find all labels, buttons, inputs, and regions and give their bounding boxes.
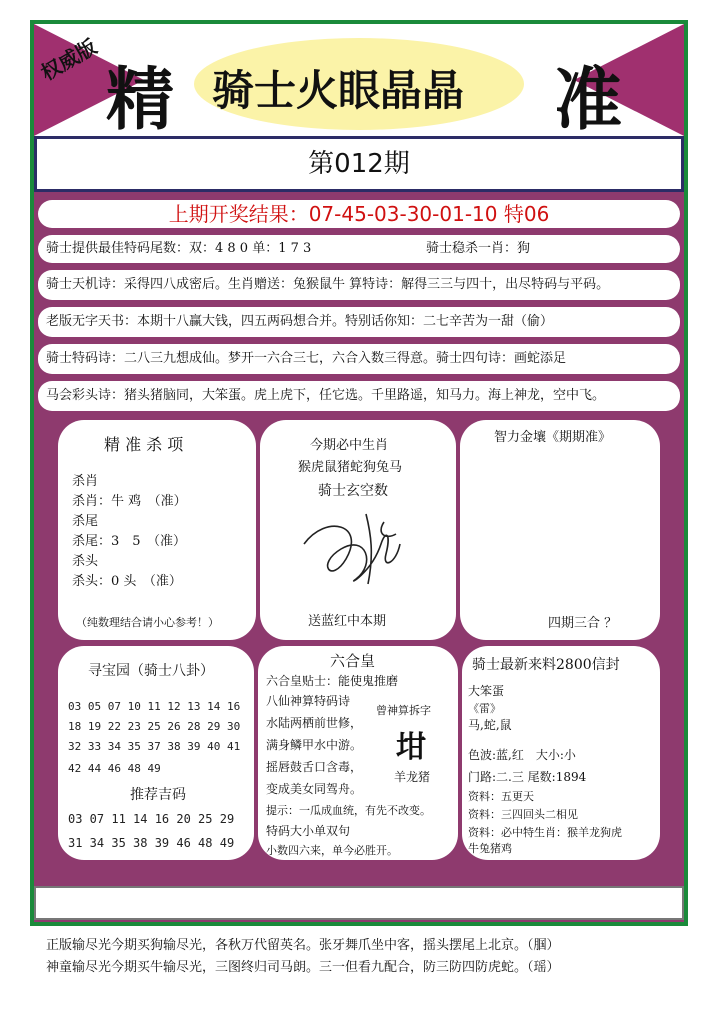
news-line-6: 门路:二.三 尾数:1894: [468, 770, 587, 784]
kill-line-2: 杀肖：牛 鸡 （准）: [72, 494, 187, 509]
liuhe-small: 小数四六来，单今必胜开。: [266, 844, 398, 857]
kill-note: （纯数理结合请小心参考！）: [76, 616, 219, 629]
news-line-1: 大笨蛋: [468, 684, 505, 698]
liuhe-tip: 提示：一瓜成血统，有先不改变。: [266, 804, 431, 817]
must-panel: [260, 420, 456, 640]
liuhe-poem-4: 满身鳞甲水中游。: [266, 738, 363, 752]
word-answer: 羊龙猪: [394, 770, 431, 784]
last-result: 上期开奖结果：07-45-03-30-01-10 特06: [38, 200, 680, 228]
treasure-title: 寻宝园（骑士八卦）: [88, 663, 214, 679]
row-special-poem: 骑士特码诗：二八三九想成仙。梦开一六合三七，六合入数三得意。骑士四句诗：画蛇添足: [38, 344, 680, 374]
kill-line-3: 杀尾: [72, 514, 99, 529]
split-word: 坩: [396, 730, 426, 765]
must-line-1: 今期必中生肖: [310, 438, 389, 453]
news-panel: [462, 646, 660, 860]
bottom-line-1: 正版输尽光今期买狗输尽光，各秋万代留英名。张牙舞爪坐中客，摇头摆尾上北京。（腘）: [46, 938, 560, 953]
liuhe-panel: [258, 646, 458, 860]
liuhe-poem-3: 水陆两栖前世修，: [266, 716, 363, 730]
treasure-numbers-4: 42 44 46 48 49: [68, 762, 161, 775]
tail-tip-text: 骑士提供最佳特码尾数：双：4 8 0 单：1 7 3: [46, 241, 312, 256]
news-line-10: 牛兔猪鸡: [468, 842, 512, 855]
kill-panel-title: 精 准 杀 项: [104, 435, 184, 454]
news-title: 骑士最新来料2800信封: [472, 657, 620, 673]
news-line-9: 资料：必中特生肖：猴羊龙狗虎: [468, 826, 622, 839]
issue-number: 第012期: [34, 136, 684, 192]
poster-title: 骑士火眼晶晶: [212, 66, 465, 115]
kill-one-text: 骑士稳杀一肖：狗: [426, 241, 531, 256]
news-line-8: 资料：三四回头二相见: [468, 808, 578, 821]
row-wordless: 老版无字天书：本期十八赢大钱，四五两码想合并。特别话你知：二七辛苦为一甜（偷）: [38, 307, 680, 337]
row-sky-poem: 骑士天机诗：采得四八成密后。生肖赠送：兔猴鼠牛 算特诗：解得三三与四十，出尽特码与平码。: [38, 270, 680, 300]
footer-box: [34, 886, 684, 920]
news-line-2: 《雷》: [468, 702, 501, 715]
liuhe-odd-even: 特码大小单双句: [266, 824, 351, 838]
gold-title: 智力金壤《期期准》: [494, 430, 612, 445]
treasure-numbers-2: 18 19 22 23 25 26 28 29 30: [68, 720, 241, 733]
signature-scribble: [296, 504, 406, 594]
row-tail-tip: [38, 235, 680, 263]
must-footer: 送蓝红中本期: [308, 614, 387, 629]
kill-line-4: 杀尾：3 5 （准）: [72, 534, 187, 549]
kill-panel: [58, 420, 256, 640]
recommend-title: 推荐吉码: [130, 787, 186, 803]
gold-footer: 四期三合 ？: [548, 616, 618, 631]
recommend-numbers-1: 03 07 11 14 16 20 25 29: [68, 812, 235, 826]
liuhe-poem-6: 变成美女同驾舟。: [266, 782, 363, 796]
liuhe-poem-5: 摇唇鼓舌口含毒，: [266, 760, 363, 774]
header-right-char: 准: [554, 60, 623, 136]
treasure-numbers-1: 03 05 07 10 11 12 13 14 16: [68, 700, 241, 713]
gold-panel: [460, 420, 660, 640]
kill-line-1: 杀肖: [72, 474, 99, 489]
header-left-char: 精: [106, 60, 175, 136]
kill-line-5: 杀头: [72, 554, 99, 569]
must-line-3: 骑士玄空数: [318, 483, 388, 499]
word-label: 曾神算拆字: [376, 704, 431, 717]
news-line-3: 马,蛇,鼠: [468, 718, 512, 732]
bottom-line-2: 神童输尽光今期买牛输尽光，三图终归司马朗。三一但看九配合，防三防四防虎蛇。（瑶）: [46, 960, 560, 975]
poster-header: [34, 24, 684, 136]
kill-line-6: 杀头：0 头 （准）: [72, 574, 182, 589]
recommend-numbers-2: 31 34 35 38 39 46 48 49: [68, 836, 235, 850]
treasure-panel: [58, 646, 254, 860]
must-line-2: 猴虎鼠猪蛇狗兔马: [298, 460, 403, 475]
liuhe-title: 六合皇: [330, 652, 376, 670]
liuhe-poem-2: 八仙神算特码诗: [266, 694, 351, 708]
news-line-5: 色波:蓝,红 大小:小: [468, 748, 576, 762]
edition-label: 权威版: [36, 34, 101, 86]
liuhe-poem-1: 六合皇贴士：能使鬼推磨: [266, 674, 399, 688]
news-line-7: 资料：五更天: [468, 790, 534, 803]
row-horse-poem: 马会彩头诗：猪头猪脑同，大笨蛋。虎上虎下，任它选。千里路遥，知马力。海上神龙，空中飞。: [38, 381, 680, 411]
treasure-numbers-3: 32 33 34 35 37 38 39 40 41: [68, 740, 241, 753]
